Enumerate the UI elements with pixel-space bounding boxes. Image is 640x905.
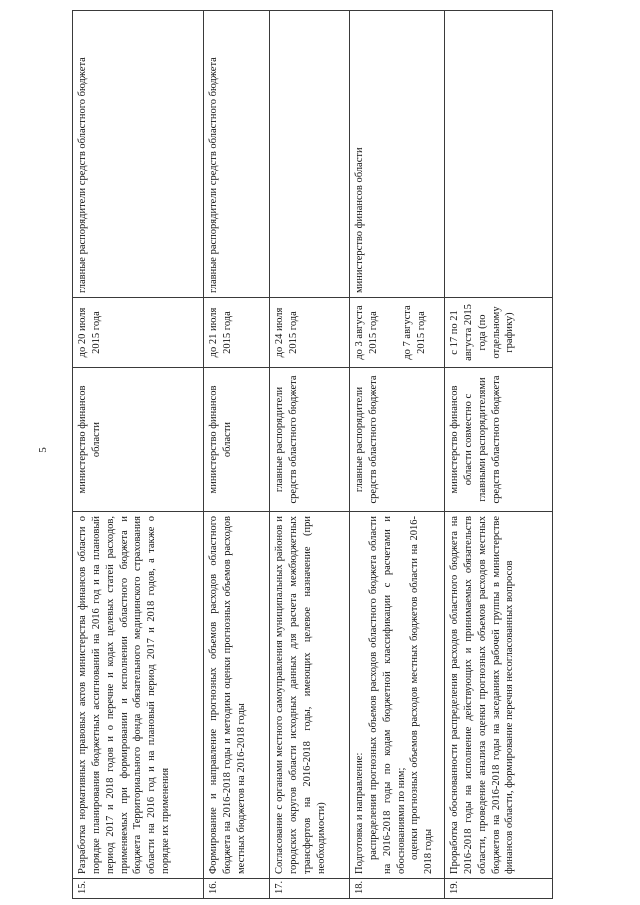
row-number: 17. <box>270 879 350 899</box>
table-row <box>270 11 350 899</box>
task-intro: Подготовка и направление: <box>354 752 365 874</box>
task-cell: Согласование с органами местного самоуправления муниципальных районов и городских округов области исходных данных для расчета межбюджетных трансфертов на 2016-2018 годы, имеющих целевое назначение (при необходимости) <box>270 512 350 879</box>
task-cell: Проработка обоснованности распределения расходов областного бюджета на 2016-2018 годы на исполнение действующих и принимаемых обязательств области, проведение анализа оценки прогнозных объемов расходов местных бюджетов на 2016-2018 годы на заседаниях рабочей группы в министерстве финансов области, формирование перечня несогласованных вопросов <box>445 512 553 879</box>
term-cell: до 20 июля 2015 года <box>73 298 204 368</box>
responsible-cell <box>445 11 553 298</box>
table-row <box>350 11 445 899</box>
term-a: до 3 августа 2015 года <box>354 305 379 360</box>
executor-cell: министерство финансов области <box>204 368 270 512</box>
row-number: 19. <box>445 879 553 899</box>
rotated-page-content <box>72 11 552 899</box>
term-cell <box>350 298 445 368</box>
responsible-cell: главные распорядители средств областного бюджета <box>73 11 204 298</box>
plan-table <box>72 10 553 899</box>
executor-cell: министерство финансов области <box>73 368 204 512</box>
responsible-cell: министерство финансов области <box>350 11 445 298</box>
executor-cell: главные распорядители средств областного бюджета <box>350 368 445 512</box>
task-cell <box>350 512 445 879</box>
row-number: 18. <box>350 879 445 899</box>
task-cell: Формирование и направление прогнозных объемов расходов областного бюджета на 2016-2018 годы и методики оценки прогнозных объемов расходов местных бюджетов на 2016-2018 годы <box>204 512 270 879</box>
executor-cell: министерство финансов области совместно с главными распорядителями средств областного бюджета <box>445 368 553 512</box>
table-row <box>73 11 204 899</box>
task-item-b: оценки прогнозных объемов расходов местных бюджетов области на 2016-2018 годы <box>409 516 435 874</box>
task-cell: Разработка нормативных правовых актов министерства финансов области о порядке планирования бюджетных ассигнований на 2016 год и на плановый период 2017 и 2018 годов и о перечне и кодах целевых статей расходов, применяемых при формировании и исполнении областного бюджета и бюджета Территориального фонда обязательного медицинского страхования области на 2016 год и на плановый период 2017 и 2018 годов, а также о порядке их применения <box>73 512 204 879</box>
term-cell: до 24 июля 2015 года <box>270 298 350 368</box>
term-cell: с 17 по 21 августа 2015 года (по отдельному графику) <box>445 298 553 368</box>
executor-cell: главные распорядители средств областного бюджета <box>270 368 350 512</box>
term-b: до 7 августа 2015 года <box>401 305 427 360</box>
table-row <box>445 11 553 899</box>
table-row <box>204 11 270 899</box>
term-cell: до 21 июля 2015 года <box>204 298 270 368</box>
responsible-cell <box>270 11 350 298</box>
page-number: 5 <box>36 447 49 453</box>
responsible-cell: главные распорядители средств областного бюджета <box>204 11 270 298</box>
task-item-a: распределения прогнозных объемов расходов областного бюджета области на 2016-2018 годы по кодам бюджетной классификации с расчетами и обоснованиями по ним; <box>367 516 407 874</box>
row-number: 16. <box>204 879 270 899</box>
row-number: 15. <box>73 879 204 899</box>
